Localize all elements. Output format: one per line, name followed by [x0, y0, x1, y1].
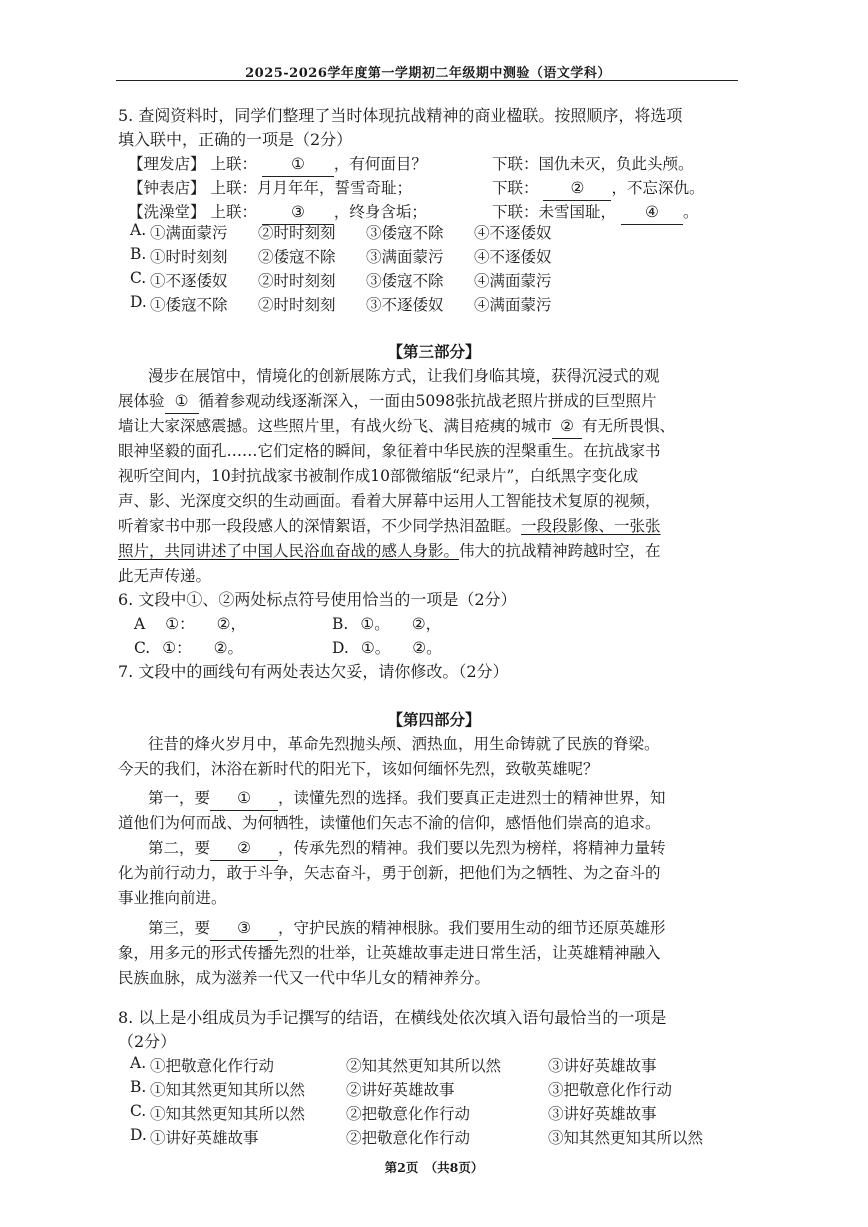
option-item: ②把敬意化作行动	[346, 1129, 471, 1147]
header-divider	[116, 80, 738, 81]
shop-label: 【理发店】	[128, 155, 206, 173]
underlined-sentence: 照片，共同讲述了中国人民浴血奋战的感人身影。	[118, 542, 460, 560]
option-label: C.	[130, 269, 147, 287]
text: 第二，要	[148, 839, 211, 857]
option-item: ②讲好英雄故事	[346, 1081, 455, 1099]
option-item: ①时时刻刻	[150, 248, 228, 266]
part4-line: 民族血脉，成为滋养一代又一代中华儿女的精神养分。	[118, 969, 491, 987]
q5-stem-line2: 填入联中，正确的一项是（2分）	[118, 130, 353, 149]
option-item: ③知其然更知其所以然	[548, 1129, 704, 1147]
part3-line	[118, 514, 661, 538]
option-item: ③倭寇不除	[366, 224, 444, 242]
option-item: ③倭寇不除	[366, 272, 444, 290]
part3-line: 声、影、光深度交织的生动画面。看着大屏幕中运用人工智能技术复原的视频，	[118, 492, 661, 510]
option-item: ①讲好英雄故事	[150, 1129, 259, 1147]
part4-line: 道他们为何而战、为何牺牲，读懂他们矢志不渝的信仰，感悟他们崇高的追求。	[118, 814, 661, 832]
couplet-up-text: 月月年年，誓雪奇耻；	[256, 179, 412, 197]
punctuation: 。	[682, 203, 699, 221]
part4-para3	[148, 916, 666, 941]
q5-couplet-row	[128, 176, 412, 200]
option-item: ④满面蒙污	[474, 296, 552, 314]
option-item: ②时时刻刻	[258, 272, 336, 290]
option-item: ②倭寇不除	[258, 248, 336, 266]
couplet-down-label: 下联：	[492, 155, 539, 173]
text: 展体验	[118, 392, 165, 410]
page-header: 2025-2026学年度第一学期初二年级期中测验（语文学科）	[245, 66, 611, 81]
couplet-down-label: 下联：	[492, 203, 539, 221]
section-title-part3: 【第三部分】	[387, 342, 481, 361]
part3-line: 眼神坚毅的面孔……它们定格的瞬间，象征着中华民族的涅槃重生。在抗战家书	[118, 442, 661, 460]
option-label: C.	[134, 639, 151, 657]
underlined-sentence: 一段段影像、一张张	[521, 517, 661, 535]
option-item: ①知其然更知其所以然	[150, 1081, 306, 1099]
fill-blank: ①	[210, 786, 278, 811]
option-label: B.	[332, 615, 349, 633]
fill-blank: ②	[543, 176, 611, 201]
option-item: ②时时刻刻	[258, 296, 336, 314]
option-item: ①倭寇不除	[150, 296, 228, 314]
punct-blank-1: ①	[165, 389, 199, 414]
part3-line	[118, 539, 661, 563]
text: 听着家书中那一段段感人的深情絮语，不少同学热泪盈眶。	[118, 517, 522, 535]
fill-blank: ③	[262, 200, 334, 225]
option-label: D.	[332, 639, 349, 657]
q6-stem: 6. 文段中①、②两处标点符号使用恰当的一项是（2分）	[118, 590, 517, 609]
option-label: C.	[130, 1102, 147, 1120]
q8-stem-line1: 8. 以上是小组成员为手记撰写的结语，在横线处依次填入语句最恰当的一项是	[118, 1008, 667, 1027]
option-item: ②时时刻刻	[258, 224, 336, 242]
part4-para1	[148, 786, 666, 811]
text: 有无所畏惧、	[582, 417, 676, 435]
option-item: ①。	[360, 639, 391, 657]
text: 循着参观动线逐渐深入，一面由5098张抗战老照片拼成的巨型照片	[198, 392, 657, 410]
section-title-part4: 【第四部分】	[387, 710, 481, 729]
text: 第一，要	[148, 789, 211, 807]
option-label: D.	[130, 293, 147, 311]
punct-blank-2: ②	[552, 414, 582, 439]
part4-line: 象，用多元的形式传播先烈的壮举，让英雄故事走进日常生活，让英雄精神融入	[118, 944, 661, 962]
shop-label: 【洗澡堂】	[128, 203, 206, 221]
option-item: ②，	[216, 615, 247, 633]
part4-intro: 往昔的烽火岁月中，革命先烈抛头颅、洒热血，用生命铸就了民族的脊梁。	[148, 735, 660, 753]
part3-line: 此无声传递。	[118, 567, 212, 585]
couplet-up-text: ，终身含垢；	[333, 203, 427, 221]
option-item: ②，	[411, 615, 442, 633]
text: ，传承先烈的精神。我们要以先烈为榜样，将精神力量转	[278, 839, 666, 857]
q5-stem-line1: 5. 查阅资料时，同学们整理了当时体现抗战精神的商业楹联。按照顺序，将选项	[118, 106, 683, 125]
couplet-down-text: 未雪国耻，	[538, 203, 617, 221]
part4-intro: 今天的我们，沐浴在新时代的阳光下，该如何缅怀先烈，致敬英雄呢？	[118, 760, 599, 778]
option-item: ④不逐倭奴	[474, 248, 552, 266]
text: ，守护民族的精神根脉。我们要用生动的细节还原英雄形	[278, 919, 666, 937]
q8-option-a[interactable]	[130, 1054, 146, 1072]
option-item: ①满面蒙污	[150, 224, 228, 242]
option-item: ③讲好英雄故事	[548, 1105, 657, 1123]
option-item: ①：	[162, 639, 192, 657]
q8-option-b[interactable]	[130, 1078, 146, 1096]
q7-stem: 7. 文段中的画线句有两处表达欠妥，请你修改。（2分）	[118, 662, 509, 681]
couplet-up-label: 上联：	[210, 179, 257, 197]
option-item: ③讲好英雄故事	[548, 1057, 657, 1075]
option-item: ①把敬意化作行动	[150, 1057, 275, 1075]
fill-blank: ①	[262, 152, 334, 177]
option-item: ②。	[412, 639, 442, 657]
option-item: ①知其然更知其所以然	[150, 1105, 306, 1123]
option-label: A	[134, 615, 146, 633]
couplet-up-text: ，有何面目？	[333, 155, 427, 173]
q5-option-c[interactable]	[130, 269, 146, 287]
q6-option-d[interactable]	[332, 636, 442, 658]
option-item: ②知其然更知其所以然	[346, 1057, 502, 1075]
text: 第三，要	[148, 919, 211, 937]
option-label: D.	[130, 1126, 147, 1144]
option-label: A.	[130, 1054, 147, 1072]
shop-label: 【钟表店】	[128, 179, 206, 197]
text: 漫步在展馆中，情境化的创新展陈方式，让我们身临其境，获得沉浸式的观	[148, 367, 660, 385]
option-label: B.	[130, 245, 147, 263]
couplet-up-label: 上联：	[210, 203, 257, 221]
page-number: 第2页 （共8页）	[384, 1160, 484, 1175]
q5-option-b[interactable]	[130, 245, 146, 263]
text: 墙让大家深感震撼。这些照片里，有战火纷飞、满目疮痍的城市	[118, 417, 553, 435]
couplet-down-text: ，不忘深仇。	[611, 179, 705, 197]
couplet-down-text: 国仇未灭，负此头颅。	[538, 155, 694, 173]
q6-option-b[interactable]	[332, 612, 441, 634]
option-label: A.	[130, 221, 147, 239]
part3-line	[118, 389, 656, 414]
q6-option-a[interactable]	[134, 612, 246, 634]
q5-couplet-down	[492, 176, 704, 201]
text: ，读懂先烈的选择。我们要真正走进烈士的精神世界，知	[278, 789, 666, 807]
q5-option-d[interactable]	[130, 293, 147, 311]
fill-blank: ②	[210, 836, 278, 861]
option-label: B.	[130, 1078, 147, 1096]
text: 伟大的抗战精神跨越时空，在	[459, 542, 661, 560]
q5-couplet-down	[492, 152, 694, 176]
option-item: ④满面蒙污	[474, 272, 552, 290]
q8-option-d[interactable]	[130, 1126, 147, 1144]
q5-couplet-row	[128, 152, 427, 177]
q8-option-c[interactable]	[130, 1102, 146, 1120]
option-item: ①：	[165, 615, 195, 633]
part4-line: 化为前行动力，敢于斗争，矢志奋斗，勇于创新，把他们为之牺牲、为之奋斗的	[118, 864, 661, 882]
fill-blank: ④	[621, 200, 683, 225]
couplet-up-label: 上联：	[210, 155, 257, 173]
option-item: ④不逐倭奴	[474, 224, 552, 242]
option-item: ②。	[213, 639, 244, 657]
option-item: ②把敬意化作行动	[346, 1105, 471, 1123]
option-item: ③把敬意化作行动	[548, 1081, 673, 1099]
q6-option-c[interactable]	[134, 636, 243, 658]
part4-para2	[148, 836, 666, 861]
fill-blank: ③	[210, 916, 278, 941]
couplet-down-label: 下联：	[492, 179, 539, 197]
q5-option-a[interactable]	[130, 221, 146, 239]
option-item: ①。	[360, 615, 390, 633]
part3-line	[118, 414, 675, 439]
part4-line: 事业推向前进。	[118, 889, 227, 907]
part3-line: 视听空间内，10封抗战家书被制作成10部微缩版“纪录片”，白纸黑字变化成	[118, 467, 639, 485]
option-item: ③满面蒙污	[366, 248, 444, 266]
part3-line	[148, 364, 660, 388]
option-item: ①不逐倭奴	[150, 272, 228, 290]
option-item: ③不逐倭奴	[366, 296, 444, 314]
q8-stem-line2: （2分）	[118, 1032, 177, 1051]
